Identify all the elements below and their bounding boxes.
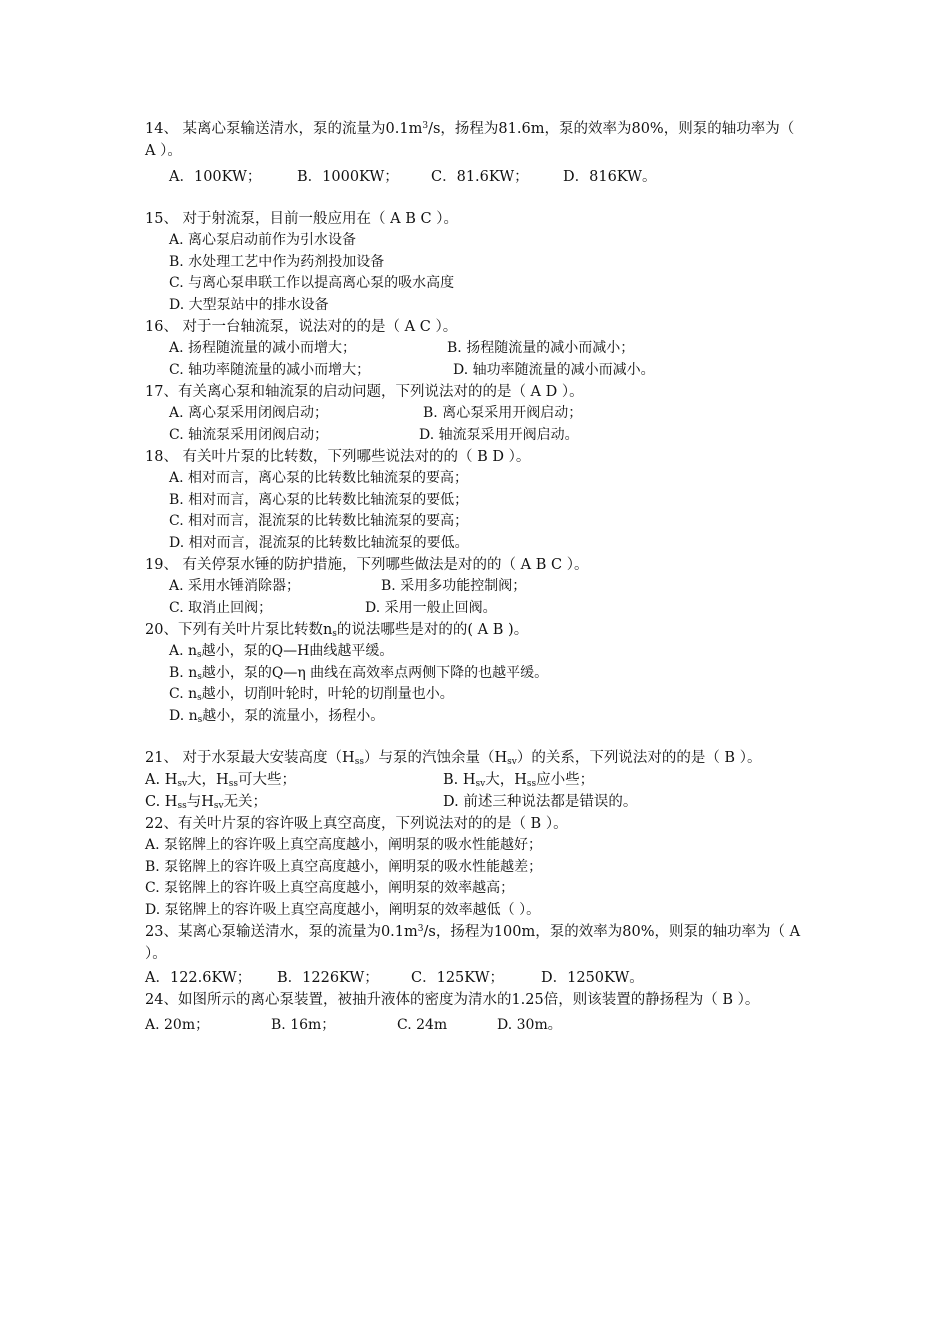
option: C. 与离心泵串联工作以提高离心泵的吸水高度 — [169, 275, 455, 291]
option: D. 采用一般止回阀。 — [365, 599, 497, 616]
option: A. 离心泵采用闭阀启动； — [169, 405, 329, 421]
question-14-options — [145, 166, 805, 188]
option: C. 轴流泵采用闭阀启动； — [169, 426, 329, 443]
question-23-options — [145, 967, 805, 989]
question-16-options-row2 — [145, 360, 805, 382]
option: D. 轴流泵采用开阀启动。 — [419, 426, 579, 443]
option: A. 相对而言，离心泵的比转数比轴流泵的要高； — [169, 470, 469, 486]
option: D．816KW。 — [563, 169, 657, 185]
question-21: 21、 对于水泵最大安装高度$(H_{ss})$与泵的汽蚀余量$(H_{sv})$的关系，下列说法对的的是（ B ）。 — [145, 750, 762, 767]
question-20: 20、下列有关叶片泵比转数$n_s$的说法哪些是对的的( A B )。 — [145, 622, 529, 639]
question-22: 22、有关叶片泵的容许吸上真空高度，下列说法对的的是（ B ）。 — [145, 816, 568, 832]
question-14: 14、 某离心泵输送清水，泵的流量为$0.1m^3/s$，扬程为81.6m，泵的效率为80%，则泵的轴功率为（ A ）。 — [145, 121, 795, 159]
question-17-options-row2 — [145, 425, 805, 447]
option: A. 采用水锤消除器； — [169, 578, 301, 594]
question-24-options — [145, 1015, 805, 1037]
option: D. $n_s$越小，泵的流量小，扬程小。 — [169, 707, 385, 725]
option: A. 泵铭牌上的容许吸上真空高度越小，阐明泵的吸水性能越好； — [145, 837, 543, 853]
option: D. 相对而言，混流泵的比转数比轴流泵的要低。 — [169, 534, 469, 551]
option: B. 相对而言，离心泵的比转数比轴流泵的要低； — [169, 491, 469, 508]
question-16: 16、 对于一台轴流泵，说法对的的是（ A C ）。 — [145, 319, 458, 335]
option: D. 大型泵站中的排水设备 — [169, 296, 329, 313]
option: D. 泵铭牌上的容许吸上真空高度越小，阐明泵的效率越低（ ）。 — [145, 901, 541, 918]
option: D. 轴功率随流量的减小而减小。 — [453, 361, 655, 378]
question-19-options-row1 — [145, 576, 805, 598]
option: A. $n_s$越小，泵的Q—H曲线越平缓。 — [169, 643, 394, 660]
option: B. 16m； — [271, 1017, 336, 1033]
option: C. 24m — [397, 1017, 448, 1033]
option: D. 前述三种说法都是错误的。 — [443, 794, 638, 810]
option: C. 相对而言，混流泵的比转数比轴流泵的要高； — [169, 513, 469, 529]
option: B．1226KW； — [277, 970, 379, 986]
document-page — [145, 118, 805, 1037]
option: B. $H_{sv}$大，$H_{ss}$应小些； — [443, 772, 595, 789]
option: B．1000KW； — [297, 169, 399, 185]
question-17-options-row1 — [145, 403, 805, 425]
option: C. $n_s$越小，切削叶轮时，叶轮的切削量也小。 — [169, 686, 454, 703]
option: C. $H_{ss}$与$H_{sv}$无关； — [145, 794, 268, 811]
question-21-options-row1 — [145, 769, 805, 791]
option: A. 扬程随流量的减小而增大； — [169, 340, 357, 356]
question-23: 23、某离心泵输送清水，泵的流量为$0.1m^3/s$，扬程为100m，泵的效率为80%，则泵的轴功率为（ A ）。 — [145, 924, 801, 962]
question-15: 15、 对于射流泵，目前一般应用在（ A B C ）。 — [145, 211, 458, 227]
option: A．100KW； — [169, 169, 262, 185]
option: B. 采用多功能控制阀； — [381, 578, 527, 594]
question-16-options-row1 — [145, 338, 805, 360]
option: A．122.6KW； — [145, 970, 252, 986]
question-17: 17、有关离心泵和轴流泵的启动问题，下列说法对的的是（ A D ）。 — [145, 384, 584, 400]
option: D．1250KW。 — [541, 970, 644, 986]
question-19: 19、 有关停泵水锤的防护措施，下列哪些做法是对的的（ A B C ）。 — [145, 557, 589, 573]
question-21-options-row2 — [145, 791, 805, 813]
option: B. $n_s$越小，泵的Q—η 曲线在高效率点两侧下降的也越平缓。 — [169, 664, 549, 682]
question-24: 24、如图所示的离心泵装置，被抽升液体的密度为清水的1.25倍，则该装置的静扬程为（ B ）。 — [145, 992, 760, 1008]
option: D. 30m。 — [497, 1017, 562, 1033]
option: C．125KW； — [411, 970, 504, 986]
option: B. 泵铭牌上的容许吸上真空高度越小，阐明泵的吸水性能越差； — [145, 858, 543, 875]
option: C. 轴功率随流量的减小而增大； — [169, 361, 371, 378]
option: C. 泵铭牌上的容许吸上真空高度越小，阐明泵的效率越高； — [145, 880, 515, 896]
option: B. 水处理工艺中作为药剂投加设备 — [169, 253, 385, 270]
question-18: 18、 有关叶片泵的比转数，下列哪些说法对的的（ B D ）。 — [145, 449, 531, 465]
question-19-options-row2 — [145, 598, 805, 620]
option: A. $H_{sv}$大，$H_{ss}$可大些； — [145, 772, 296, 789]
option: A. 离心泵启动前作为引水设备 — [169, 232, 357, 248]
option: B. 扬程随流量的减小而减小； — [447, 340, 635, 356]
option: B. 离心泵采用开阀启动； — [423, 405, 583, 421]
option: A. 20m； — [145, 1017, 210, 1033]
option: C. 取消止回阀； — [169, 599, 273, 616]
option: C．81.6KW； — [431, 169, 529, 185]
